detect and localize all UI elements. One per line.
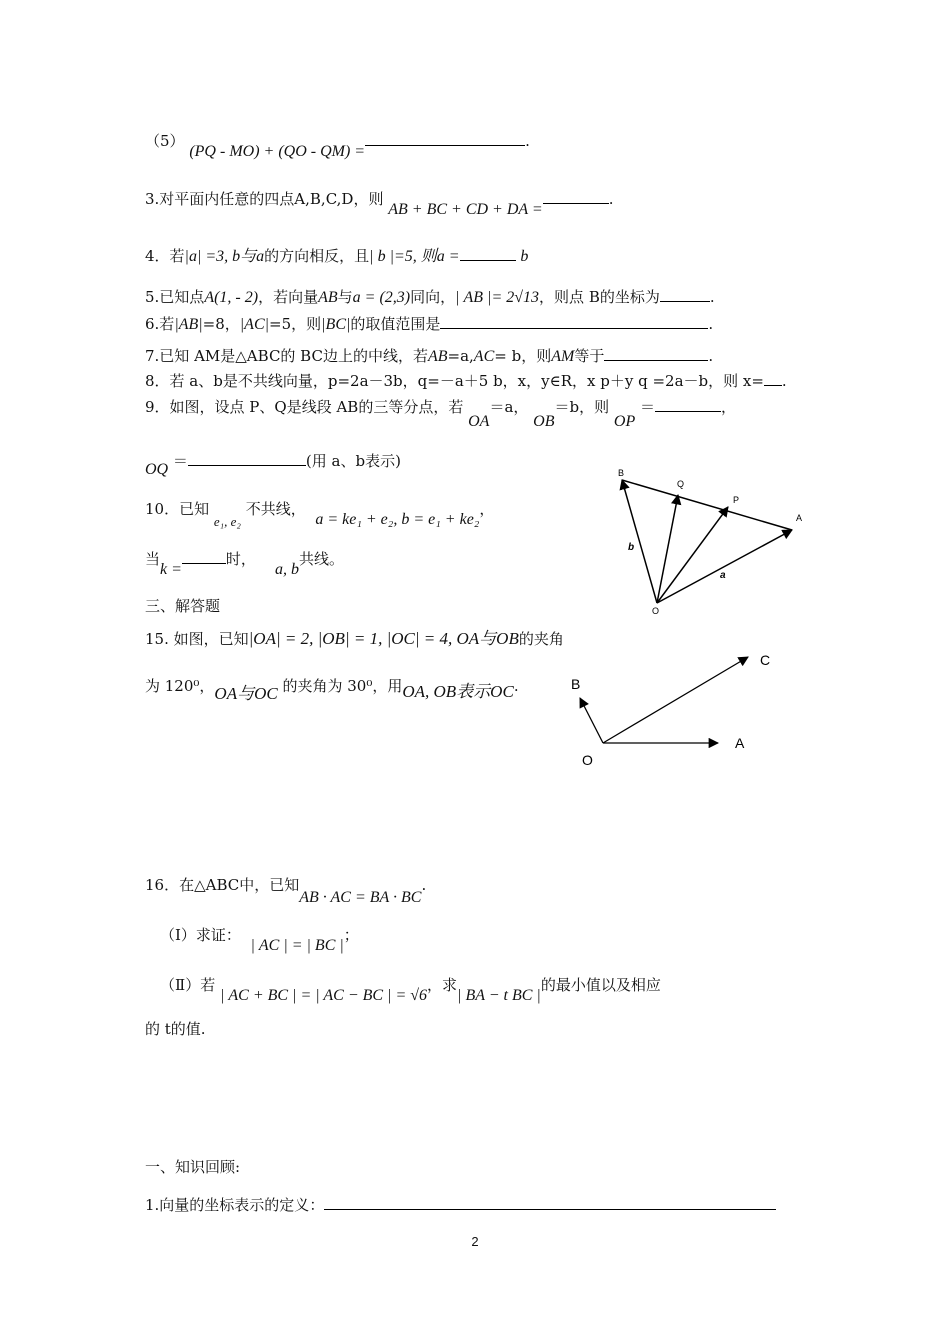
q15b-expression-1: OA与OC: [214, 684, 278, 703]
q6-value-2: =5，则: [269, 315, 322, 333]
q5b-end: .: [709, 288, 715, 306]
q3-blank: [543, 189, 609, 204]
q9-vector-oa: OA: [468, 413, 490, 430]
q10b-tail: 共线。: [299, 550, 345, 568]
q15b-end: .: [513, 677, 519, 695]
q9-blank: [655, 397, 721, 412]
question-4: [145, 245, 528, 268]
q10b-ab: a, b: [275, 561, 300, 578]
q15b-expression-2: OA, OB表示OC: [402, 682, 514, 701]
q5b-mid2: 与: [337, 288, 353, 306]
q9b-tail: (用 a、b表示): [305, 452, 401, 470]
q15-prefix: 15. 如图，已知: [145, 630, 249, 648]
q3-text: 3.对平面内任意的四点A,B,C,D，则: [145, 190, 384, 208]
q4-blank: [460, 246, 516, 261]
knowledge-1-blank: [324, 1195, 776, 1210]
label-A: A: [796, 513, 803, 523]
q9-end: ，: [721, 398, 737, 416]
q6-value-1: =8，: [202, 315, 240, 333]
q7-end: .: [708, 347, 714, 365]
q16b-expression-2: | BA − t BC |: [457, 987, 541, 1004]
vector-oq-line: [657, 495, 678, 603]
knowledge-1: [145, 1194, 776, 1216]
q9-vector-op: OP: [613, 413, 636, 430]
question-16-part-1: [160, 924, 359, 954]
q5-end: .: [525, 132, 530, 150]
vector-ob-line-2: [580, 698, 603, 743]
question-5b: [145, 286, 715, 309]
question-5: [145, 130, 530, 160]
q9b-vector-oq: OQ: [145, 461, 169, 478]
question-16-part-2: [160, 974, 661, 1004]
q7-value-2: = b，则: [494, 347, 552, 365]
q7-blank: [604, 346, 708, 361]
q6-prefix: 6.若: [145, 315, 175, 333]
q16-prefix: 16．在△ABC中，已知: [145, 876, 300, 894]
q9b-blank: [188, 451, 306, 466]
label-B: B: [618, 468, 625, 478]
q6-vector-ac: |AC|: [239, 316, 270, 333]
q16b-expression: | AC + BC | = | AC − BC | = √6: [219, 987, 428, 1004]
q8-text: 8．若 a、b是不共线向量，p=2a－3b，q=－a＋5 b，x，y∈R，x p＋y q =2a－b，则 x=: [145, 372, 764, 390]
q3-end: .: [608, 190, 614, 208]
question-15b: [145, 675, 519, 703]
question-10b: [145, 548, 345, 578]
label-B-2: B: [571, 676, 581, 692]
q10-expression: a = ke₁ + e₂, b = e₁ + ke₂: [315, 511, 480, 528]
q6-vector-ab: |AB|: [174, 316, 203, 333]
q16-expression: AB · AC = BA · BC: [299, 889, 422, 906]
question-10: [145, 498, 495, 529]
label-O-2: O: [582, 752, 593, 768]
q5b-vector-ab: AB: [318, 289, 338, 306]
q3-expression: AB + BC + CD + DA =: [388, 201, 543, 218]
q15b-prefix: 为 120⁰，: [145, 677, 215, 695]
q9-equals: ＝: [640, 398, 656, 416]
q10b-blank: [182, 549, 226, 564]
q7-prefix: 7.已知 AM是△ABC的 BC边上的中线，若: [145, 347, 428, 365]
q9-value-2: ＝b，则: [554, 398, 610, 416]
vector-oa-line: [657, 530, 792, 603]
q16-end: .: [421, 876, 427, 894]
question-8: [145, 370, 787, 392]
q5b-mid1: ，若向量: [258, 288, 319, 306]
q5b-blank: [660, 287, 710, 302]
q15-expression: |OA| = 2, |OB| = 1, |OC| = 4, OA与OB: [248, 629, 519, 648]
q7-vector-ac: AC: [473, 348, 495, 365]
question-16-part-2-cont: 的 t的值.: [145, 1020, 206, 1038]
q6-blank: [440, 314, 708, 329]
q5-blank: [365, 131, 525, 146]
vector-oc-line: [603, 657, 748, 743]
q4-prefix: 4．若: [145, 247, 185, 265]
question-6: [145, 313, 713, 336]
section-1-heading: 一、知识回顾:: [145, 1158, 241, 1176]
q8-end: .: [781, 372, 787, 390]
q16b-prefix: （Ⅱ）若: [160, 976, 216, 994]
q7-tail: 等于: [574, 347, 605, 365]
q4-tail: b: [520, 248, 529, 265]
q7-vector-am: AM: [551, 348, 575, 365]
q5b-point: A(1, - 2): [204, 289, 259, 306]
q4-middle: 的方向相反，且: [264, 247, 370, 265]
knowledge-1-text: 1.向量的坐标表示的定义：: [145, 1196, 325, 1214]
q4-expression-2: | b |=5, 则a =: [369, 248, 460, 265]
q4-expression-1: |a| =3, b与a: [184, 248, 265, 265]
q16b-tail: 的最小值以及相应: [540, 976, 661, 994]
q15-tail: 的夹角: [518, 630, 564, 648]
q7-vector-ab: AB: [427, 348, 448, 365]
q9-value-1: ＝a，: [489, 398, 529, 416]
question-15: [145, 628, 564, 650]
q10-basis: e₁, e₂: [213, 514, 241, 529]
label-C: C: [760, 652, 771, 668]
q10b-middle: 时，: [225, 550, 256, 568]
q5-number: （5）: [145, 132, 185, 150]
q9b-equals: ＝: [172, 452, 188, 470]
q16b-middle: ，求: [427, 976, 458, 994]
q9-vector-ob: OB: [533, 413, 555, 430]
question-3: [145, 188, 614, 218]
q5b-vector-a: a = (2,3): [352, 289, 411, 306]
figure-triangle-thirds: [600, 460, 820, 620]
vector-op-line: [657, 507, 728, 603]
q6-vector-bc: |BC|: [321, 316, 351, 333]
q16a-end: ；: [343, 926, 359, 944]
label-Q: Q: [677, 479, 685, 489]
q5b-mid3: 同向，: [410, 288, 456, 306]
q10-end: ，: [479, 500, 495, 518]
q10-middle: 不共线，: [245, 500, 306, 518]
q6-end: .: [708, 315, 714, 333]
label-b: b: [628, 542, 635, 553]
q5b-tail: ，则点 B的坐标为: [539, 288, 660, 306]
q8-blank: [764, 371, 782, 386]
page-number: 2: [471, 1234, 479, 1249]
label-O: O: [652, 606, 660, 616]
section-3-heading: 三、解答题: [145, 597, 221, 615]
segment-ab: [622, 480, 792, 530]
q5b-prefix: 5.已知点: [145, 288, 205, 306]
q10b-k: k =: [160, 561, 182, 578]
q10b-prefix: 当: [145, 550, 161, 568]
q5b-length: | AB |= 2√13: [455, 289, 540, 306]
figure-vectors-oabc: [560, 645, 790, 775]
q6-tail: 的取值范围是: [350, 315, 441, 333]
question-9b: [145, 450, 401, 478]
label-A-2: A: [735, 735, 745, 751]
q15b-middle: 的夹角为 30⁰，用: [282, 677, 403, 695]
question-9: [145, 396, 737, 430]
q5-expression: (PQ - MO) + (QO - QM) =: [189, 143, 366, 160]
q9-prefix: 9．如图，设点 P、Q是线段 AB的三等分点，若: [145, 398, 464, 416]
question-7: [145, 345, 713, 368]
q16a-expression: | AC | = | BC |: [250, 937, 344, 954]
label-P: P: [733, 495, 740, 505]
q16a-prefix: （Ⅰ）求证：: [160, 926, 241, 944]
q10-prefix: 10．已知: [145, 500, 210, 518]
label-a: a: [720, 570, 726, 581]
q7-value-1: =a,: [447, 347, 474, 365]
question-16: [145, 874, 427, 906]
